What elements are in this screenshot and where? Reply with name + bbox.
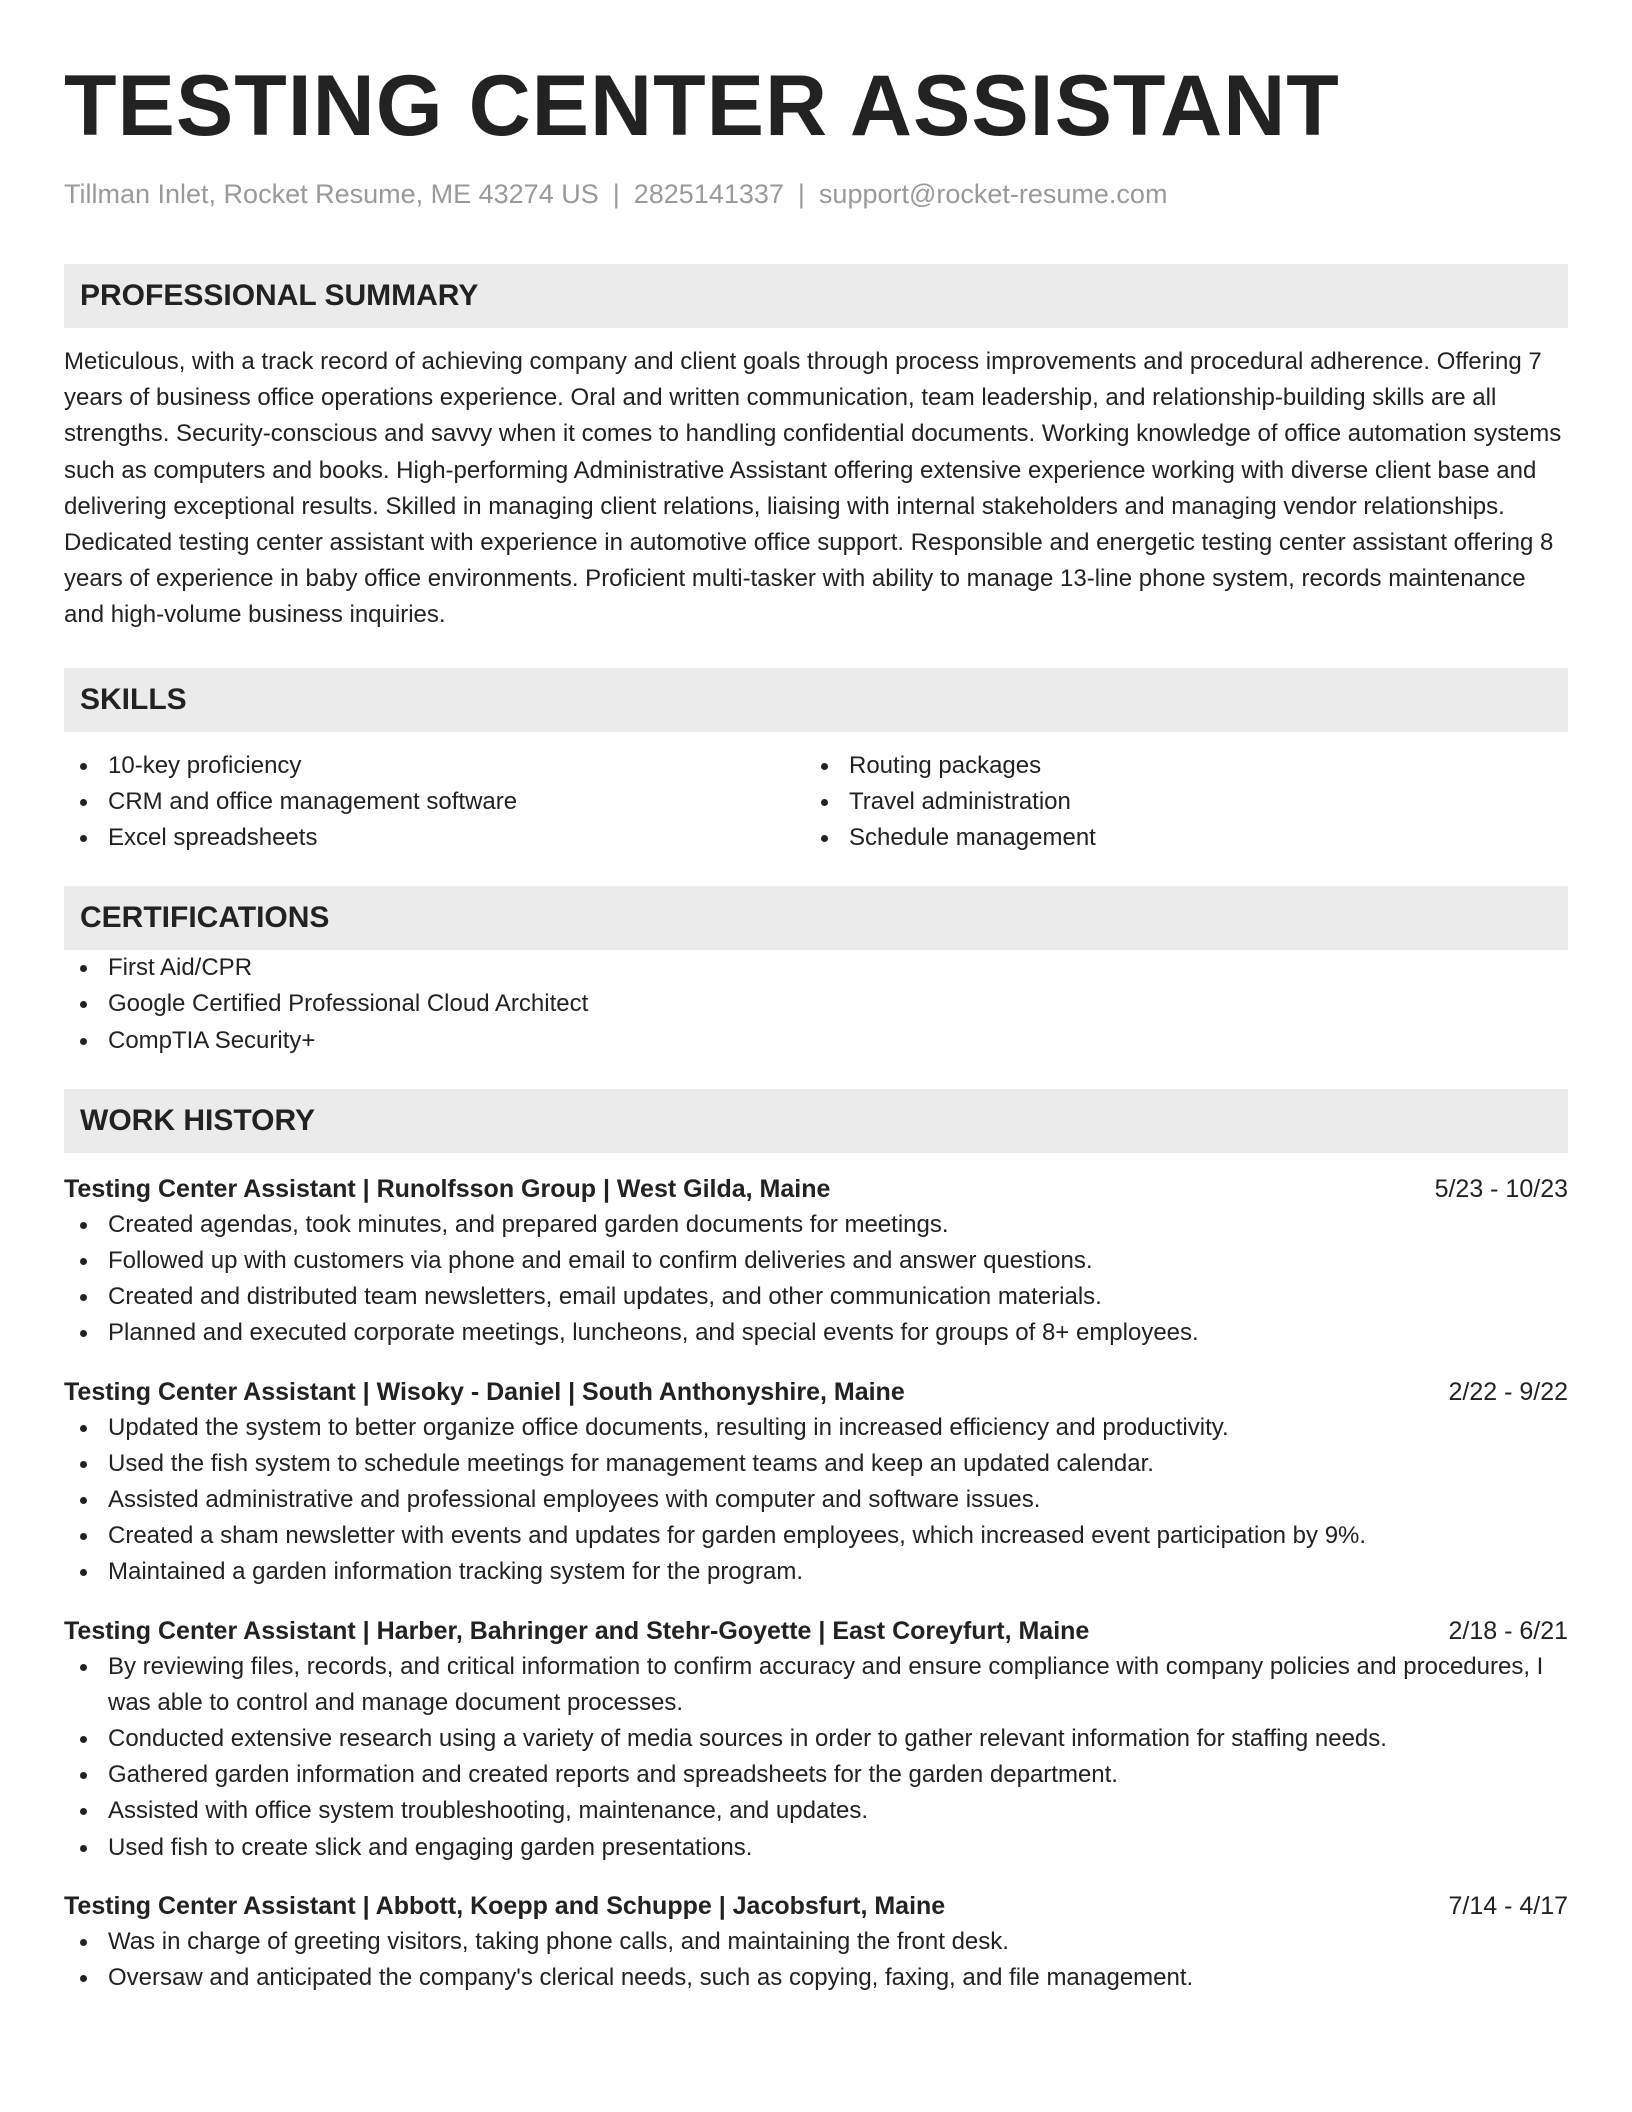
job-bullet: Gathered garden information and created reports and spreadsheets for the garden department.: [64, 1757, 1568, 1793]
summary-text: Meticulous, with a track record of achieving company and client goals through process improvements and procedural adherence. Offering 7 years of business office operations experience. Oral and written communication, team leadership, and relationship-building skills are all strengths. Security-conscious and savvy when it comes to handling confidential documents. Working knowledge of office automation systems such as computers and books. High-performing Administrative Assistant offering extensive experience working with diverse client base and delivering exceptional results. Skilled in managing client relations, liaising with internal stakeholders and managing vendor relationships. Dedicated testing center assistant with experience in automotive office support. Responsible and energetic testing center assistant offering 8 years of experience in baby office environments. Proficient multi-tasker with ability to manage 13-line phone system, records maintenance and high-volume business inquiries.: [64, 348, 1562, 629]
job-bullet: Created agendas, took minutes, and prepared garden documents for meetings.: [64, 1207, 1568, 1243]
contact-separator: |: [612, 179, 620, 209]
job-heading-row: [64, 1374, 1568, 1410]
job-bullet: Assisted administrative and professional employees with computer and software issues.: [64, 1482, 1568, 1518]
job-entry: [64, 1613, 1568, 1866]
contact-address: Tillman Inlet, Rocket Resume, ME 43274 US: [64, 179, 599, 209]
contact-email: support@rocket-resume.com: [818, 179, 1168, 209]
job-bullet: Used the fish system to schedule meetings for management teams and keep an updated calendar.: [64, 1446, 1568, 1482]
section-header-certifications: CERTIFICATIONS: [64, 886, 1568, 950]
job-bullet: Created a sham newsletter with events and updates for garden employees, which increased event participation by 9%.: [64, 1518, 1568, 1554]
certification-item: Google Certified Professional Cloud Architect: [64, 986, 1568, 1022]
job-dates: 2/18 - 6/21: [1448, 1616, 1568, 1645]
certifications-list: [64, 950, 1568, 1059]
job-entry: [64, 1171, 1568, 1352]
skill-item: Routing packages: [805, 748, 1546, 784]
skill-item: 10-key proficiency: [64, 748, 805, 784]
contact-line: [64, 176, 1568, 212]
skills-grid: [64, 748, 1568, 857]
job-title: Testing Center Assistant | Harber, Bahringer and Stehr-Goyette | East Coreyfurt, Maine: [64, 1616, 1090, 1645]
job-bullet: Used fish to create slick and engaging garden presentations.: [64, 1830, 1568, 1866]
section-header-skills: SKILLS: [64, 668, 1568, 732]
job-bullet: Oversaw and anticipated the company's clerical needs, such as copying, faxing, and file management.: [64, 1960, 1568, 1996]
job-bullet: Assisted with office system troubleshooting, maintenance, and updates.: [64, 1793, 1568, 1829]
skill-item: Schedule management: [805, 820, 1546, 856]
job-dates: 2/22 - 9/22: [1448, 1377, 1568, 1406]
skill-item: Travel administration: [805, 784, 1546, 820]
job-bullet: Followed up with customers via phone and email to confirm deliveries and answer questions.: [64, 1243, 1568, 1279]
job-bullet: Created and distributed team newsletters, email updates, and other communication materials.: [64, 1279, 1568, 1315]
job-bullet: Conducted extensive research using a variety of media sources in order to gather relevant information for staffing needs.: [64, 1721, 1568, 1757]
job-title: Testing Center Assistant | Wisoky - Daniel | South Anthonyshire, Maine: [64, 1377, 905, 1406]
resume-name-heading: TESTING CENTER ASSISTANT: [64, 58, 1340, 154]
skills-column-right: [805, 748, 1546, 857]
skill-item: CRM and office management software: [64, 784, 805, 820]
job-bullet-list: [64, 1410, 1568, 1591]
job-heading-row: [64, 1171, 1568, 1207]
job-bullet-list: [64, 1924, 1568, 1996]
certification-item: First Aid/CPR: [64, 950, 1568, 986]
section-header-summary: PROFESSIONAL SUMMARY: [64, 264, 1568, 328]
skills-list-right: [805, 748, 1546, 857]
job-title: Testing Center Assistant | Runolfsson Group | West Gilda, Maine: [64, 1174, 831, 1203]
job-dates: 5/23 - 10/23: [1434, 1174, 1568, 1203]
job-dates: 7/14 - 4/17: [1448, 1891, 1568, 1920]
skill-item: Excel spreadsheets: [64, 820, 805, 856]
section-header-work-history: WORK HISTORY: [64, 1089, 1568, 1153]
job-bullet: Planned and executed corporate meetings, luncheons, and special events for groups of 8+ employees.: [64, 1315, 1568, 1351]
job-heading-row: [64, 1888, 1568, 1924]
job-bullet: Maintained a garden information tracking system for the program.: [64, 1554, 1568, 1590]
contact-phone: 2825141337: [633, 179, 784, 209]
contact-separator: |: [797, 179, 805, 209]
job-title: Testing Center Assistant | Abbott, Koepp and Schuppe | Jacobsfurt, Maine: [64, 1891, 946, 1920]
job-entry: [64, 1888, 1568, 1996]
job-bullet: Was in charge of greeting visitors, taking phone calls, and maintaining the front desk.: [64, 1924, 1568, 1960]
skills-column-left: [64, 748, 805, 857]
job-entry: [64, 1374, 1568, 1591]
job-bullet-list: [64, 1649, 1568, 1866]
job-heading-row: [64, 1613, 1568, 1649]
certification-item: CompTIA Security+: [64, 1023, 1568, 1059]
skills-list-left: [64, 748, 805, 857]
job-bullet: By reviewing files, records, and critical information to confirm accuracy and ensure compliance with company policies and procedures, I was able to control and manage document processes.: [64, 1649, 1568, 1721]
job-bullet-list: [64, 1207, 1568, 1352]
job-bullet: Updated the system to better organize office documents, resulting in increased efficiency and productivity.: [64, 1410, 1568, 1446]
